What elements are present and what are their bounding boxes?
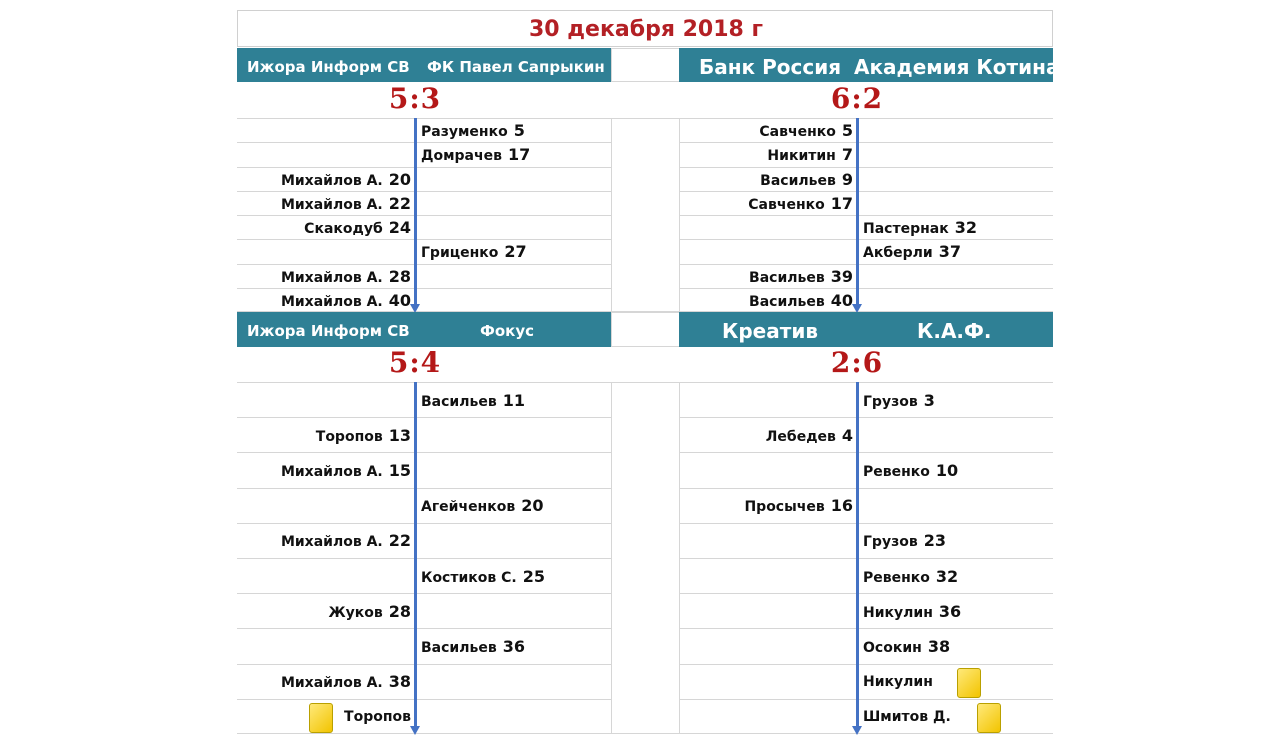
scorer-name: Михайлов А. <box>280 269 383 286</box>
scorer-name: Скакодуб <box>304 221 383 238</box>
timeline-axis <box>856 382 859 728</box>
yellow-card-icon <box>309 703 333 733</box>
scorer-name: Просычев <box>744 499 825 516</box>
middle-gap-column <box>611 382 680 734</box>
goal-minute: 16 <box>830 496 853 516</box>
scorer-name: Лебедев <box>765 428 836 445</box>
goal-minute: 32 <box>954 218 977 238</box>
goal-event <box>421 497 543 516</box>
goal-event <box>759 122 853 141</box>
goal-event <box>328 603 411 622</box>
goal-event <box>281 195 411 214</box>
goal-event <box>281 171 411 190</box>
scorer-name: Разуменко <box>421 124 508 141</box>
scorer-name: Михайлов А. <box>280 464 383 480</box>
goal-minute: 40 <box>388 290 411 310</box>
goal-minute: 20 <box>388 169 411 189</box>
scorer-name: Костиков С. <box>421 569 517 586</box>
match-score: 6:2 <box>830 82 884 115</box>
goal-minute: 23 <box>923 531 946 551</box>
goal-minute: 22 <box>388 531 411 551</box>
goal-event <box>863 392 935 411</box>
grid-row <box>237 699 611 734</box>
middle-gap-column <box>611 118 680 312</box>
grid-row <box>679 167 1053 191</box>
goal-event <box>863 532 946 551</box>
goal-minute: 7 <box>841 145 853 165</box>
goal-minute: 28 <box>388 266 411 286</box>
team-right-name: Академия Котина <box>854 54 1060 79</box>
goal-event <box>281 532 411 551</box>
yellow-card-icon <box>957 668 981 698</box>
scorer-name: Васильев <box>749 269 825 286</box>
team-left-name: Ижора Информ СВ <box>247 322 410 341</box>
goal-event <box>863 462 958 481</box>
goal-minute: 25 <box>522 566 545 586</box>
grid-row <box>237 593 611 628</box>
goal-event <box>421 243 527 262</box>
grid-row <box>679 264 1053 288</box>
team-left-name: Банк Россия <box>699 54 842 79</box>
goal-event <box>760 171 853 190</box>
goal-minute: 15 <box>388 461 411 480</box>
goal-event <box>749 292 853 311</box>
match-score: 5:4 <box>388 346 442 379</box>
goal-event <box>421 568 545 587</box>
goal-minute: 36 <box>938 601 962 621</box>
scorer-name: Ревенко <box>863 569 930 586</box>
card-event <box>863 673 933 691</box>
goal-event <box>281 292 411 311</box>
scorer-name: Михайлов А. <box>280 675 383 692</box>
scorer-name: Никулин <box>863 674 933 691</box>
scorer-name: Грузов <box>863 534 918 551</box>
goal-event <box>749 268 853 287</box>
scorer-name: Ревенко <box>863 464 930 480</box>
scorer-name: Торопов <box>344 709 411 726</box>
scorer-name: Васильев <box>749 293 825 310</box>
scorer-name: Михайлов А. <box>280 196 383 213</box>
match-header <box>237 312 611 347</box>
grid-row <box>679 191 1053 215</box>
goal-minute: 13 <box>388 425 411 445</box>
timeline-arrow-icon <box>410 726 420 735</box>
scorer-name: Никитин <box>767 148 836 165</box>
goal-event <box>421 146 530 165</box>
goal-event <box>767 146 853 165</box>
card-event <box>344 708 411 726</box>
goal-minute: 40 <box>830 290 853 310</box>
timeline-axis <box>414 382 417 728</box>
scorer-name: Савченко <box>748 196 825 213</box>
timeline-axis <box>856 118 859 306</box>
goal-minute: 22 <box>388 193 411 213</box>
team-right-name: Фокус <box>480 322 535 341</box>
scorer-name: Торопов <box>315 428 383 445</box>
goal-minute: 36 <box>502 637 525 656</box>
goal-minute: 17 <box>830 193 853 213</box>
goal-minute: 39 <box>830 266 853 286</box>
scorer-name: Гриценко <box>421 245 499 262</box>
goal-minute: 3 <box>923 390 935 410</box>
match-report-sheet <box>237 10 1060 726</box>
team-right-name: К.А.Ф. <box>917 319 992 343</box>
goal-minute: 11 <box>502 390 525 410</box>
goal-event <box>421 638 525 657</box>
goal-event <box>421 122 525 141</box>
grid-row <box>679 417 1053 452</box>
scorer-name: Домрачев <box>421 148 502 165</box>
goal-event <box>863 243 961 262</box>
goal-event <box>863 219 977 238</box>
goal-minute: 5 <box>513 121 525 141</box>
goal-minute: 9 <box>841 169 853 189</box>
timeline-axis <box>414 118 417 306</box>
scorer-name: Шмитов Д. <box>863 709 951 726</box>
goal-event <box>281 673 411 692</box>
match-score: 2:6 <box>830 346 884 379</box>
card-event <box>863 708 951 726</box>
goal-minute: 20 <box>521 496 544 516</box>
scorer-name: Васильев <box>421 640 497 656</box>
goal-event <box>281 462 411 481</box>
grid-row <box>237 215 611 239</box>
title-cell <box>237 10 1053 47</box>
match-header <box>679 48 1060 82</box>
goal-event <box>863 603 961 622</box>
goal-minute: 4 <box>841 425 853 445</box>
goal-event <box>863 568 958 587</box>
team-left-name: Креатив <box>722 319 818 343</box>
scorer-name: Михайлов А. <box>280 172 383 189</box>
goal-event <box>766 427 853 446</box>
goal-minute: 37 <box>938 242 961 262</box>
team-left-name: Ижора Информ СВ <box>247 57 410 76</box>
goal-minute: 10 <box>935 461 959 480</box>
goal-minute: 38 <box>927 637 951 656</box>
scorer-name: Агейченков <box>421 499 516 516</box>
scorer-name: Жуков <box>328 604 383 621</box>
goal-minute: 24 <box>388 218 411 238</box>
scorer-name: Акберли <box>863 245 933 262</box>
scorer-name: Васильев <box>760 172 836 189</box>
goal-minute: 32 <box>935 566 959 586</box>
timeline-arrow-icon <box>852 726 862 735</box>
goal-event <box>863 638 950 657</box>
grid-row <box>679 288 1053 312</box>
team-right-name: ФК Павел Сапрыкин <box>427 57 605 76</box>
goal-event <box>281 268 411 287</box>
middle-gap-column <box>611 48 680 82</box>
match-header <box>237 48 611 82</box>
goal-event <box>421 392 525 411</box>
scorer-name: Васильев <box>421 393 497 410</box>
goal-event <box>304 219 411 238</box>
goal-event <box>744 497 853 516</box>
grid-row <box>679 142 1053 166</box>
middle-gap-column <box>611 312 680 347</box>
match-score: 5:3 <box>388 82 442 115</box>
scorer-name: Михайлов А. <box>280 293 383 310</box>
grid-row <box>679 488 1053 523</box>
page-title: 30 декабря 2018 г <box>528 17 764 42</box>
goal-minute: 38 <box>388 672 411 692</box>
goal-event <box>316 427 411 446</box>
scorer-name: Пастернак <box>863 221 949 238</box>
goal-minute: 28 <box>388 601 411 621</box>
scorer-name: Михайлов А. <box>280 534 383 551</box>
events-grid <box>679 118 1053 312</box>
goal-minute: 5 <box>841 121 853 141</box>
scorer-name: Савченко <box>759 124 836 141</box>
goal-minute: 17 <box>507 145 531 165</box>
grid-row <box>237 417 611 452</box>
scorer-name: Грузов <box>863 393 918 410</box>
goal-minute: 27 <box>504 242 527 262</box>
scorer-name: Никулин <box>863 604 933 621</box>
grid-row <box>679 118 1053 142</box>
goal-event <box>748 195 853 214</box>
scorer-name: Осокин <box>863 640 922 656</box>
match-header <box>679 312 1053 347</box>
yellow-card-icon <box>977 703 1001 733</box>
